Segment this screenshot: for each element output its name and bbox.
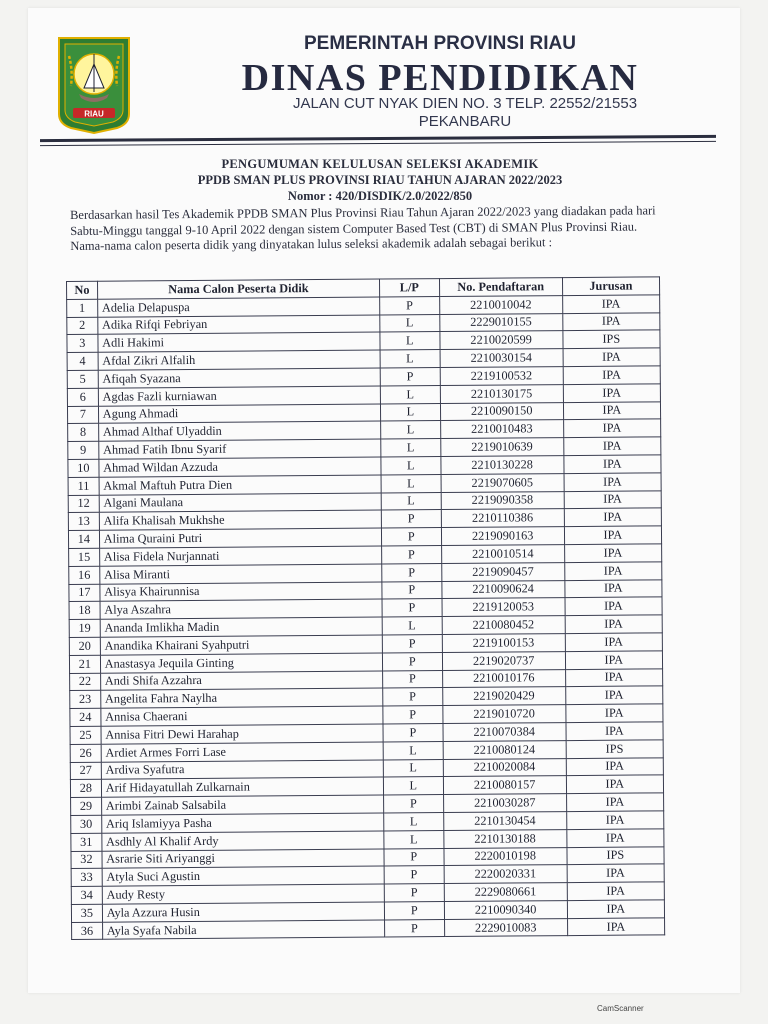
results-table [66,276,665,940]
major: IPA [565,633,662,652]
gender: L [381,474,441,492]
major: IPA [563,384,660,403]
major: IPS [567,846,664,865]
registration-number: 2210010483 [440,420,563,439]
gender: P [383,723,443,741]
government-name: PEMERINTAH PROVINSI RIAU [303,33,576,54]
gender: P [383,795,443,813]
gender: L [383,777,443,795]
row-number: 10 [68,459,99,477]
registration-number: 2210070384 [443,723,566,742]
row-number: 2 [67,317,98,335]
row-number: 32 [71,851,102,869]
student-name: Ahmad Wildan Azzuda [99,457,381,477]
gender: P [383,706,443,724]
major: IPA [565,597,662,616]
announcement-subtitle: PPDB SMAN PLUS PROVINSI RIAU TAHUN AJARAN 2022/2023 [197,173,563,187]
major: IPA [564,526,661,545]
student-name: Ardiet Armes Forri Lase [101,742,383,762]
gender: P [384,884,444,902]
gender: L [381,492,441,510]
registration-number: 2210010514 [441,545,564,564]
student-name: Ardiva Syafutra [101,760,383,780]
major: IPA [566,811,663,830]
student-name: Audy Resty [102,884,384,904]
student-name: Ahmad Fatih Ibnu Syarif [98,439,380,459]
registration-number: 2219100153 [442,634,565,653]
gender: L [380,350,440,368]
student-name: Annisa Chaerani [101,706,383,726]
registration-number: 2210130188 [444,829,567,848]
registration-number: 2219020429 [442,687,565,706]
major: IPA [565,668,662,687]
registration-number: 2210130228 [441,456,564,475]
major: IPA [565,704,662,723]
row-number: 31 [71,833,102,851]
student-name: Angelita Fahra Naylha [100,688,382,708]
row-number: 18 [69,602,100,620]
major: IPA [566,775,663,794]
student-name: Arimbi Zainab Salsabila [101,795,383,815]
agency-address: JALAN CUT NYAK DIEN NO. 3 TELP. 22552/21553 [292,95,638,112]
major: IPA [566,722,663,741]
gender: L [383,759,443,777]
registration-number: 2229010155 [439,313,562,332]
row-number: 4 [67,352,98,370]
gender: L [381,457,441,475]
agency-city: PEKANBARU [418,113,512,130]
major: IPA [567,882,664,901]
row-number: 27 [70,762,101,780]
registration-number: 2210020084 [443,758,566,777]
major: IPA [564,473,661,492]
gender: L [380,403,440,421]
registration-number: 2219120053 [442,598,565,617]
student-name: Ariq Islamiyya Pasha [101,813,383,833]
major: IPA [564,508,661,527]
row-number: 24 [70,708,101,726]
gender: P [384,901,444,919]
header-no: No [67,281,98,299]
gender: L [381,421,441,439]
row-number: 30 [71,815,102,833]
gender: L [380,332,440,350]
student-name: Adika Rifqi Febriyan [98,315,380,335]
student-name: Afiqah Syazana [98,368,380,388]
announcement-number: Nomor : 420/DISDIK/2.0/2022/850 [287,189,473,203]
gender: P [381,528,441,546]
registration-number: 2210090340 [444,900,567,919]
gender: L [384,830,444,848]
row-number: 14 [68,530,99,548]
registration-number: 2210130454 [443,811,566,830]
major: IPA [563,348,660,367]
gender: P [382,599,442,617]
major: IPA [563,401,660,420]
registration-number: 2210080452 [442,616,565,635]
registration-number: 2210090150 [440,402,563,421]
registration-number: 2210010176 [442,669,565,688]
row-number: 20 [69,637,100,655]
student-name: Asrarie Siti Ariyanggi [102,849,384,869]
header-gender: L/P [379,279,439,297]
gender: P [382,563,442,581]
major: IPA [563,419,660,438]
header-name: Nama Calon Peserta Didik [97,279,379,299]
student-name: Alya Aszahra [100,599,382,619]
registration-number: 2219100532 [440,367,563,386]
gender: L [382,617,442,635]
row-number: 22 [70,673,101,691]
registration-number: 2220020331 [444,865,567,884]
agency-name: DINAS PENDIDIKAN [241,57,639,99]
gender: P [381,510,441,528]
registration-number: 2210110386 [441,509,564,528]
row-number: 11 [68,477,99,495]
row-number: 17 [69,584,100,602]
registration-number: 2229080661 [444,883,567,902]
major: IPA [563,437,660,456]
row-number: 35 [71,904,102,922]
major: IPA [565,579,662,598]
major: IPA [564,544,661,563]
student-name: Adelia Delapuspa [97,297,379,317]
student-name: Andi Shifa Azzahra [100,671,382,691]
header-registration: No. Pendaftaran [439,278,562,297]
major: IPA [566,793,663,812]
registration-number: 2219010639 [440,438,563,457]
row-number: 16 [69,566,100,584]
student-name: Alisa Fidela Nurjannati [99,546,381,566]
gender: P [383,688,443,706]
gender: P [382,634,442,652]
gender: P [382,652,442,670]
gender: L [384,812,444,830]
registration-number: 2210130175 [440,384,563,403]
registration-number: 2219090163 [441,527,564,546]
student-name: Asdhly Al Khalif Ardy [102,831,384,851]
registration-number: 2219090457 [441,562,564,581]
registration-number: 2210020599 [440,331,563,350]
major: IPA [565,651,662,670]
student-name: Algani Maulana [99,493,381,513]
major: IPA [566,757,663,776]
gender: L [383,741,443,759]
major: IPA [562,312,659,331]
row-number: 3 [67,335,98,353]
student-name: Ayla Syafa Nabila [102,920,384,940]
major: IPA [564,562,661,581]
student-name: Ananda Imlikha Madin [100,617,382,637]
student-name: Alisya Khairunnisa [100,582,382,602]
row-number: 12 [68,495,99,513]
row-number: 28 [70,780,101,798]
major: IPA [564,455,661,474]
row-number: 1 [67,299,98,317]
major: IPA [562,295,659,314]
student-name: Adli Hakimi [98,332,380,352]
registration-number: 2210030287 [443,794,566,813]
student-name: Annisa Fitri Dewi Harahap [101,724,383,744]
row-number: 26 [70,744,101,762]
major: IPS [563,330,660,349]
registration-number: 2210010042 [439,295,562,314]
header-major: Jurusan [562,277,659,296]
major: IPA [563,366,660,385]
major: IPA [566,829,663,848]
student-name: Alisa Miranti [99,564,381,584]
gender: P [382,670,442,688]
gender: L [380,314,440,332]
row-number: 33 [71,869,102,887]
row-number: 36 [72,922,103,940]
student-name: Afdal Zikri Alfalih [98,350,380,370]
row-number: 13 [68,513,99,531]
row-number: 9 [68,441,99,459]
row-number: 8 [68,424,99,442]
row-number: 5 [67,370,98,388]
row-number: 6 [67,388,98,406]
gender: P [384,866,444,884]
scanner-watermark: CamScanner [597,1004,644,1013]
student-name: Ahmad Althaf Ulyaddin [98,421,380,441]
row-number: 29 [71,797,102,815]
row-number: 7 [67,406,98,424]
student-name: Agung Ahmadi [98,404,380,424]
gender: P [380,368,440,386]
gender: L [381,439,441,457]
gender: P [382,581,442,599]
registration-number: 2210090624 [442,580,565,599]
student-name: Anandika Khairani Syahputri [100,635,382,655]
announcement-title: PENGUMUMAN KELULUSAN SELEKSI AKADEMIK [221,157,539,171]
student-name: Atyla Suci Agustin [102,866,384,886]
gender: P [384,848,444,866]
row-number: 19 [69,619,100,637]
registration-number: 2219070605 [441,473,564,492]
major: IPA [567,900,664,919]
gender: P [381,546,441,564]
intro-paragraph: Berdasarkan hasil Tes Akademik PPDB SMAN Plus Provinsi Riau Tahun Ajaran 2022/2023 yang diadakan pada hari Sabtu-Minggu tanggal 9-10 April 2022 dengan sistem Computer Based Test (CBT) di SMAN Plus Provinsi Riau. Nama-nama calon peserta didik yang dinyatakan lulus seleksi akademik adalah sebagai berikut : [70,203,656,253]
major: IPA [565,686,662,705]
student-name: Anastasya Jequila Ginting [100,653,382,673]
logo-lettering: RIAU [84,109,104,119]
student-name: Arif Hidayatullah Zulkarnain [101,777,383,797]
major: IPS [566,740,663,759]
major: IPA [567,918,664,937]
gender: P [384,919,444,937]
student-name: Ayla Azzura Husin [102,902,384,922]
registration-number: 2229010083 [444,918,567,937]
registration-number: 2219020737 [442,651,565,670]
major: IPA [565,615,662,634]
registration-number: 2210080124 [443,740,566,759]
gender: P [380,296,440,314]
registration-number: 2210080157 [443,776,566,795]
row-number: 21 [69,655,100,673]
gender: L [380,385,440,403]
row-number: 15 [69,548,100,566]
major: IPA [564,490,661,509]
row-number: 25 [70,726,101,744]
registration-number: 2210030154 [440,349,563,368]
major: IPA [567,864,664,883]
registration-number: 2219010720 [443,705,566,724]
row-number: 23 [70,691,101,709]
student-name: Agdas Fazli kurniawan [98,386,380,406]
student-name: Alifa Khalisah Mukhshe [99,510,381,530]
row-number: 34 [71,886,102,904]
registration-number: 2219090358 [441,491,564,510]
student-name: Alima Quraini Putri [99,528,381,548]
registration-number: 2220010198 [444,847,567,866]
student-name: Akmal Maftuh Putra Dien [99,475,381,495]
